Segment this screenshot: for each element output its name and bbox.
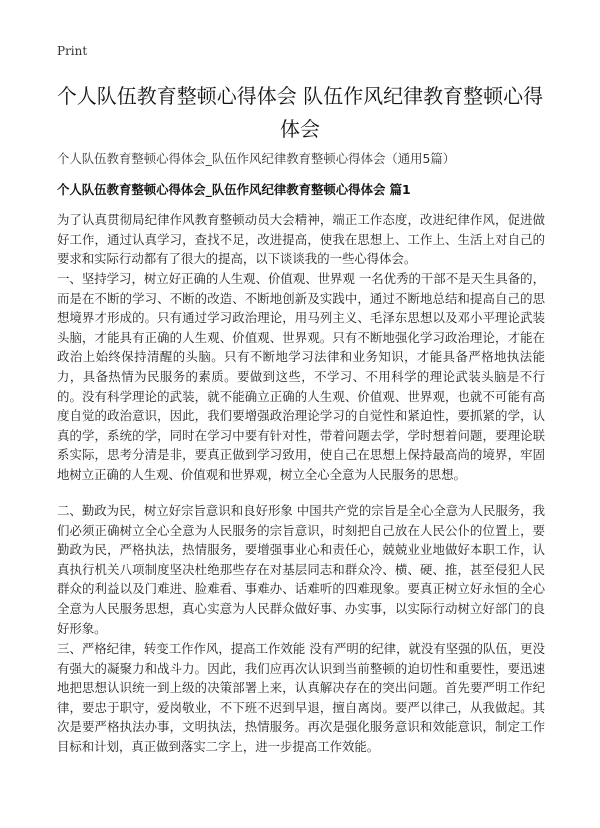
page-title: 个人队伍教育整顿心得体会 队伍作风纪律教育整顿心得体会: [56, 84, 544, 141]
article-subtitle: 个人队伍教育整顿心得体会_队伍作风纪律教育整顿心得体会（通用5篇）: [57, 151, 456, 166]
paragraph-intro: 为了认真贯彻局纪律作风教育整顿动员大会精神，端正工作态度，改进纪律作风，促进做好工作，通过认真学习，查找不足，改进提高，使我在思想上、工作上、生活上对自己的要求和实际行动都有了很大的提高，以下谈谈我的一些心得体会。: [57, 212, 545, 267]
section-heading: 个人队伍教育整顿心得体会_队伍作风纪律教育整顿心得体会 篇1: [57, 182, 411, 197]
paragraph-service: 二、勤政为民，树立好宗旨意识和良好形象 中国共产党的宗旨是全心全意为人民服务，我们必须正确树立全心全意为人民服务的宗旨意识，时刻把自己放在人民公仆的位置上，要勤政为民，严格执法，热情服务，要增强事业心和责任心，兢兢业业地做好本职工作，认真执行机关八项制度坚决杜绝那些存在对基层同志和群众冷、横、硬、推，甚至侵犯人民群众的利益以及门难进、脸难看、事难办、话难听的四难现象。要真正树立好永恒的全心全意为人民服务思想，真心实意为人民群众做好事、办实事，以实际行动树立好部门的良好形象。: [57, 503, 545, 636]
paragraph-study: 一、坚持学习，树立好正确的人生观、价值观、世界观 一名优秀的干部不是天生具备的，而是在不断的学习、不断的改造、不断地创新及实践中，通过不断地总结和提高自己的思想境界才形成的。只有通过学习政治理论，用马列主义、毛泽东思想以及邓小平理论武装头脑，才能具有正确的人生观、价值观、世界观。只有不断地强化学习政治理论，才能在政治上始终保持清醒的头脑。只有不断地学习法律和业务知识，才能具备严格地执法能力，具备热情为民服务的素质。要做到这些，不学习、不用科学的理论武装头脑是不行的。没有科学理论的武装，就不能确立正确的人生观、价值观、世界观，也就不可能有高度自觉的政治意识，因此，我们要增强政治理论学习的自觉性和紧迫性，要抓紧的学，认真的学，系统的学，同时在学习中要有针对性，带着问题去学，学时想着问题，要理论联系实际，思考分清是非，要真正做到学习致用，使自己在思想上保持最高尚的境界，牢固地树立正确的人生观、价值观和世界观，树立全心全意为人民服务的思想。: [57, 271, 545, 482]
print-link[interactable]: Print: [57, 44, 88, 58]
paragraph-discipline: 三、严格纪律，转变工作作风，提高工作效能 没有严明的纪律，就没有坚强的队伍，更没有强大的凝聚力和战斗力。因此，我们应再次认识到当前整顿的迫切性和重要性，要迅速地把思想认识统一到上级的决策部署上来，认真解决存在的突出问题。首先要严明工作纪律，要忠于职守，爱岗敬业，不下班不迟到早退，擅自离岗。要严以律己，从我做起。其次是要严格执法办事，文明执法，热情服务。再次是强化服务意识和效能意识，制定工作目标和计划，真正做到落实二字上，进一步提高工作效能。: [57, 641, 545, 754]
